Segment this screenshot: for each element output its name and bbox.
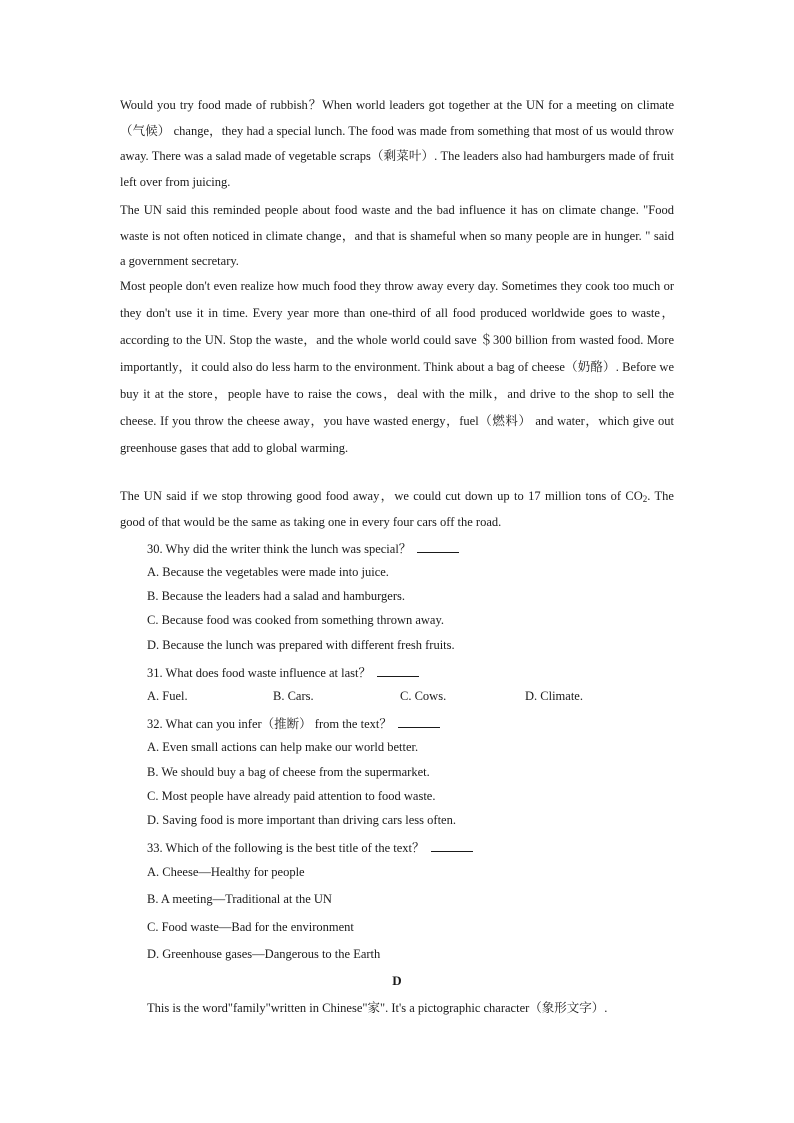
question-33 <box>147 838 473 856</box>
answer-blank-31[interactable] <box>377 664 419 677</box>
q32-option-d: D. Saving food is more important than driving cars less often. <box>147 813 456 827</box>
answer-blank-33[interactable] <box>431 839 473 852</box>
q32-option-a: A. Even small actions can help make our world better. <box>147 740 419 754</box>
paragraph-4-text-end: . The good of that would be the same as taking one in every four cars off the road. <box>120 489 674 529</box>
passage-paragraph-1: Would you try food made of rubbish？When world leaders got together at the UN for a meeting on climate（气候） change，they had a special lunch. The food was made from something that most of us would throw away. There was a salad made of vegetable scraps（剩菜叶）. The leaders also had hamburgers made of fruit left over from juicing. <box>120 98 674 189</box>
passage-paragraph-2: The UN said this reminded people about food waste and the bad influence it has on climate change. "Food waste is not often noticed in climate change，and that is shameful when so many people are in hunger. " said a government secretary. <box>120 203 674 268</box>
q30-option-d: D. Because the lunch was prepared with different fresh fruits. <box>147 638 455 652</box>
q32-option-c: C. Most people have already paid attention to food waste. <box>147 789 436 803</box>
q33-option-a: A. Cheese—Healthy for people <box>147 865 305 879</box>
q30-option-c: C. Because food was cooked from something thrown away. <box>147 613 445 627</box>
question-32-stem: 32. What can you infer（推断） from the text？ <box>147 717 392 731</box>
answer-blank-32[interactable] <box>398 715 440 728</box>
section-d-first-line: This is the word"family"written in Chinese"家". It's a pictographic character（象形文字）. <box>147 1001 608 1015</box>
paragraph-4-text: The UN said if we stop throwing good food away，we could cut down up to 17 million tons of CO <box>120 489 643 503</box>
answer-blank-30[interactable] <box>417 540 459 553</box>
passage-paragraph-3: Most people don't even realize how much food they throw away every day. Sometimes they cook too much or they don't use it in time. Every year more than one-third of all food produced worldwide goes to waste，according to the UN. Stop the waste，and the whole world could save ＄300 billion from wasted food. More importantly，it could also do less harm to the environment. Think about a bag of cheese（奶酪）. Before we buy it at the store，people have to raise the cows，deal with the milk，and drive to the shop to sell the cheese. If you throw the cheese away，you have wasted energy，fuel（燃料） and water，which give out greenhouse gases that add to global warming. <box>120 279 674 455</box>
q30-option-b: B. Because the leaders had a salad and hamburgers. <box>147 589 406 603</box>
q31-option-c: C. Cows. <box>400 689 447 703</box>
question-31-stem: 31. What does food waste influence at last？ <box>147 666 372 680</box>
q33-option-b: B. A meeting—Traditional at the UN <box>147 892 332 906</box>
q33-option-c: C. Food waste—Bad for the environment <box>147 920 354 934</box>
section-heading-d: D <box>392 973 402 988</box>
co2-subscript: 2 <box>642 494 648 504</box>
question-33-stem: 33. Which of the following is the best title of the text？ <box>147 841 425 855</box>
passage-paragraph-4 <box>120 483 674 535</box>
q31-option-b: B. Cars. <box>273 689 314 703</box>
q30-option-a: A. Because the vegetables were made into juice. <box>147 565 389 579</box>
q31-option-a: A. Fuel. <box>147 689 188 703</box>
q32-option-b: B. We should buy a bag of cheese from the supermarket. <box>147 765 430 779</box>
q31-option-d: D. Climate. <box>525 689 583 703</box>
question-31 <box>147 663 419 681</box>
question-30-stem: 30. Why did the writer think the lunch was special？ <box>147 542 412 556</box>
question-30 <box>147 539 459 557</box>
q33-option-d: D. Greenhouse gases—Dangerous to the Earth <box>147 947 381 961</box>
question-32 <box>147 714 440 732</box>
